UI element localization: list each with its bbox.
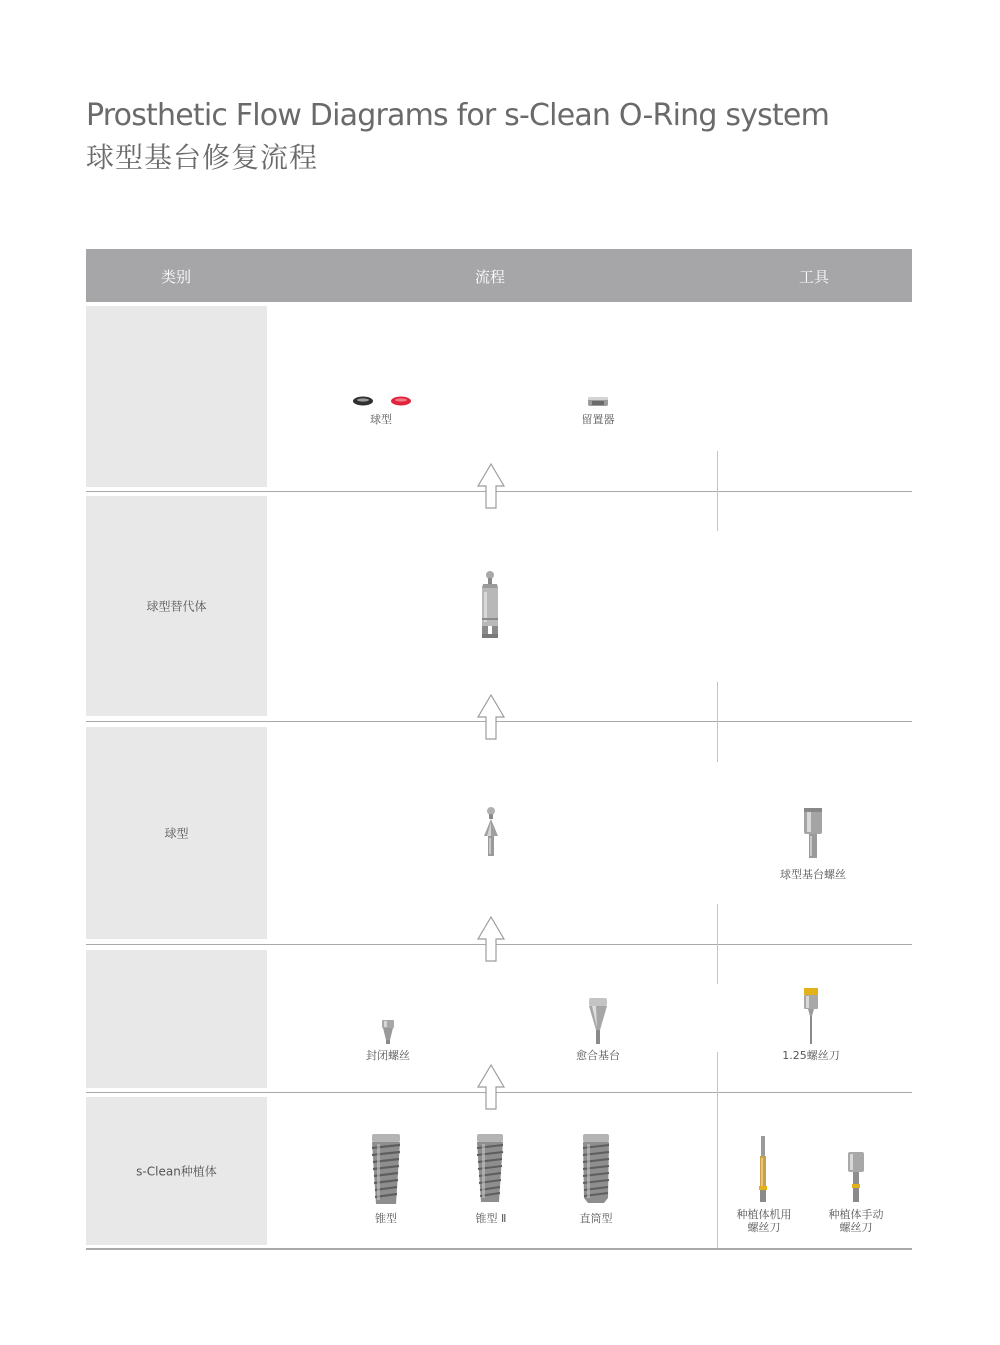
- category-cell-3: [86, 727, 267, 939]
- tools-divider: [717, 1132, 718, 1248]
- item-label-cover-screw: 封闭螺丝: [366, 1049, 410, 1062]
- item-label-retainer: 留置器: [581, 413, 615, 426]
- tools-divider: [717, 682, 718, 762]
- tools-divider: [717, 1052, 718, 1132]
- cover-screw-icon: [380, 1018, 396, 1046]
- tool-label-manual-implant-driver: 种植体手动 螺丝刀: [828, 1208, 884, 1234]
- ball-analog-icon: [478, 570, 502, 640]
- category-label-2: 球型替代体: [146, 599, 207, 614]
- header-tools: 工具: [798, 268, 830, 286]
- page-title-en: Prosthetic Flow Diagrams for s-Clean O-Ring system: [86, 98, 829, 133]
- screwdriver-1-25-icon: [801, 986, 821, 1046]
- tools-divider: [717, 451, 718, 531]
- item-label-tapered-ii: 锥型 Ⅱ: [475, 1212, 507, 1225]
- ball-abutment-icon: [481, 806, 501, 858]
- retainer-icon: [586, 394, 610, 408]
- header-flow: 流程: [474, 268, 506, 286]
- item-label-healing-abutment: 愈合基台: [576, 1049, 620, 1062]
- o-ring-icon: [350, 394, 414, 408]
- tapered-implant-icon: [369, 1132, 403, 1208]
- tool-label-machine-implant-driver: 种植体机用 螺丝刀: [736, 1208, 792, 1234]
- flow-up-arrow-icon: [476, 462, 506, 510]
- flow-up-arrow-icon: [476, 1063, 506, 1111]
- item-label-tapered: 锥型: [375, 1212, 397, 1225]
- category-label-3: 球型: [164, 826, 189, 841]
- category-label-5: s-Clean种植体: [136, 1164, 217, 1179]
- category-cell-1: [86, 306, 267, 487]
- header-category: 类别: [160, 268, 192, 286]
- table-bottom-border: [86, 1248, 912, 1250]
- table-header: [86, 249, 912, 302]
- category-cell-2: [86, 496, 267, 716]
- straight-implant-icon: [580, 1132, 612, 1206]
- tool-label-screwdriver-1-25: 1.25螺丝刀: [782, 1049, 840, 1062]
- item-label-ball: 球型: [370, 413, 392, 426]
- tools-divider: [717, 904, 718, 984]
- item-label-straight: 直筒型: [579, 1212, 613, 1225]
- healing-abutment-icon: [586, 996, 610, 1046]
- ball-abutment-screwdriver-icon: [801, 806, 825, 862]
- page-title-cn: 球型基台修复流程: [86, 141, 319, 174]
- category-cell-4: [86, 950, 267, 1088]
- flow-up-arrow-icon: [476, 693, 506, 741]
- tool-label-ball-abutment-screwdriver: 球型基台螺丝: [780, 868, 846, 881]
- category-cell-5: [86, 1097, 267, 1245]
- manual-implant-driver-icon: [845, 1150, 867, 1206]
- flow-up-arrow-icon: [476, 915, 506, 963]
- tapered-ii-implant-icon: [474, 1132, 506, 1206]
- machine-implant-driver-icon: [754, 1134, 772, 1206]
